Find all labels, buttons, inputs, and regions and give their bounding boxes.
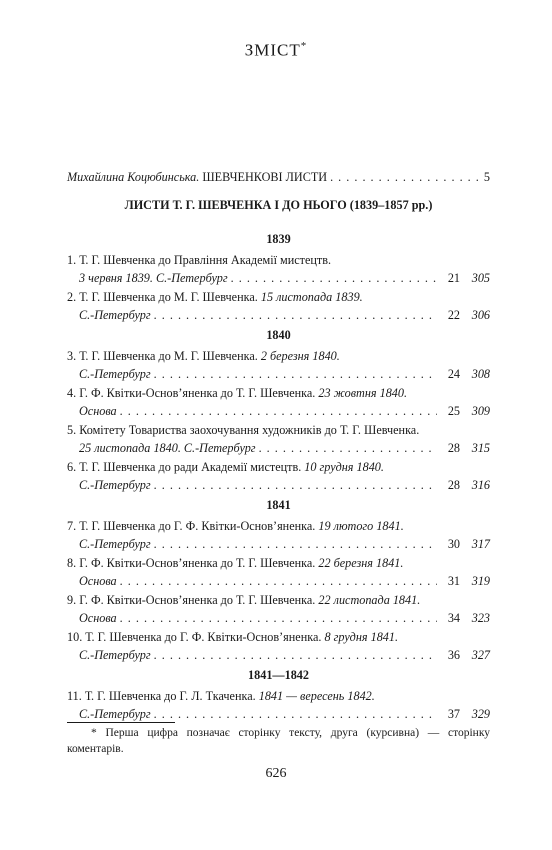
comment-page-number: 317 — [471, 537, 490, 551]
toc-list — [67, 228, 490, 724]
entry-heading — [67, 384, 490, 402]
entry-date: 8 грудня 1841. — [324, 630, 399, 644]
toc-entry[interactable] — [67, 517, 490, 553]
leader-dots — [120, 402, 437, 420]
toc-entry[interactable] — [67, 421, 490, 457]
entry-heading — [67, 347, 490, 365]
leader-dots — [154, 365, 437, 383]
leader-dots — [231, 269, 437, 287]
leader-dots — [120, 609, 437, 627]
toc-entry[interactable] — [67, 288, 490, 324]
footnote: * Перша цифра позначає сторінку тексту, друга (курсивна) — сторінку коментарів. — [67, 727, 490, 755]
entry-date: 19 лютого 1841. — [318, 519, 404, 533]
intro-author: Михайлина Коцюбинська. — [67, 170, 200, 184]
entry-title: 2. Т. Г. Шевченка до М. Г. Шевченка. — [67, 290, 258, 304]
text-page-number: 22 — [447, 308, 460, 322]
toc-entry[interactable] — [67, 628, 490, 664]
entry-heading — [67, 421, 490, 439]
entry-heading — [67, 687, 490, 705]
entry-place: 3 червня 1839. С.-Петербург — [79, 271, 228, 285]
toc-entry[interactable] — [67, 554, 490, 590]
comment-page-number: 319 — [471, 574, 490, 588]
entry-place: С.-Петербург — [79, 478, 151, 492]
toc-entry[interactable] — [67, 384, 490, 420]
entry-title: 5. Комітету Товариства заохочування художників до Т. Г. Шевченка. — [67, 423, 420, 437]
entry-date: 10 грудня 1840. — [304, 460, 384, 474]
leader-dots — [154, 535, 437, 553]
text-page-number: 28 — [447, 441, 460, 455]
year-heading: 1839 — [266, 232, 291, 246]
comment-page-number: 309 — [471, 404, 490, 418]
entry-heading — [67, 517, 490, 535]
leader-dots — [154, 306, 437, 324]
comment-page-number: 329 — [471, 707, 490, 721]
entry-heading — [67, 628, 490, 646]
leader-dots — [330, 168, 481, 186]
comment-page-number: 305 — [471, 271, 490, 285]
year-heading: 1840 — [266, 328, 291, 342]
year-heading: 1841 — [266, 498, 291, 512]
entry-date: 22 листопада 1841. — [318, 593, 421, 607]
toc-entry[interactable] — [67, 687, 490, 723]
text-page-number: 24 — [447, 367, 460, 381]
entry-title: 7. Т. Г. Шевченка до Г. Ф. Квітки-Основ’яненка. — [67, 519, 316, 533]
entry-date: 22 березня 1841. — [318, 556, 404, 570]
entry-place: С.-Петербург — [79, 707, 151, 721]
entry-title: 3. Т. Г. Шевченка до М. Г. Шевченка. — [67, 349, 258, 363]
entry-heading — [67, 288, 490, 306]
entry-title: 11. Т. Г. Шевченка до Г. Л. Ткаченка. — [67, 689, 256, 703]
text-page-number: 28 — [447, 478, 460, 492]
entry-title: 8. Г. Ф. Квітки-Основ’яненка до Т. Г. Шевченка. — [67, 556, 316, 570]
leader-dots — [154, 705, 437, 723]
leader-dots — [154, 476, 437, 494]
entry-place: С.-Петербург — [79, 537, 151, 551]
entry-place: С.-Петербург — [79, 308, 151, 322]
comment-page-number: 323 — [471, 611, 490, 625]
text-page-number: 21 — [447, 271, 460, 285]
section-title: ЛИСТИ Т. Г. ШЕВЧЕНКА І ДО НЬОГО (1839–1857 рр.) — [124, 198, 433, 212]
entry-date: 23 жовтня 1840. — [318, 386, 408, 400]
entry-title: 6. Т. Г. Шевченка до ради Академії мистецтв. — [67, 460, 302, 474]
title-footnote-mark: * — [300, 40, 308, 52]
toc-entry[interactable] — [67, 251, 490, 287]
entry-place: 25 листопада 1840. С.-Петербург — [79, 441, 256, 455]
entry-place: Основа — [79, 574, 117, 588]
intro-title: ШЕВЧЕНКОВІ ЛИСТИ — [202, 170, 328, 184]
text-page-number: 36 — [447, 648, 460, 662]
comment-page-number: 327 — [471, 648, 490, 662]
entry-heading — [67, 591, 490, 609]
toc-entry[interactable] — [67, 458, 490, 494]
entry-title: 9. Г. Ф. Квітки-Основ’яненка до Т. Г. Шевченка. — [67, 593, 316, 607]
entry-date: 1841 — вересень 1842. — [258, 689, 375, 703]
entry-place: С.-Петербург — [79, 648, 151, 662]
comment-page-number: 316 — [471, 478, 490, 492]
entry-title: 10. Т. Г. Шевченка до Г. Ф. Квітки-Основ’яненка. — [67, 630, 322, 644]
entry-place: Основа — [79, 611, 117, 625]
toc-entry[interactable] — [67, 591, 490, 627]
comment-page-number: 315 — [471, 441, 490, 455]
text-page-number: 25 — [447, 404, 460, 418]
entry-date: 15 листопада 1839. — [260, 290, 363, 304]
entry-heading — [67, 458, 490, 476]
leader-dots — [259, 439, 437, 457]
entry-title: 4. Г. Ф. Квітки-Основ’яненка до Т. Г. Шевченка. — [67, 386, 316, 400]
intro-page: 5 — [483, 170, 490, 184]
text-page-number: 30 — [447, 537, 460, 551]
entry-heading — [67, 251, 490, 269]
entry-title: 1. Т. Г. Шевченка до Правління Академії мистецтв. — [67, 253, 332, 267]
leader-dots — [154, 646, 437, 664]
comment-page-number: 308 — [471, 367, 490, 381]
entry-date: 2 березня 1840. — [260, 349, 340, 363]
intro-entry[interactable] — [67, 168, 490, 186]
entry-place: С.-Петербург — [79, 367, 151, 381]
year-heading: 1841—1842 — [248, 668, 309, 682]
text-page-number: 37 — [447, 707, 460, 721]
leader-dots — [120, 572, 437, 590]
text-page-number: 34 — [447, 611, 460, 625]
entry-heading — [67, 554, 490, 572]
page-number: 626 — [265, 766, 287, 781]
page-title: ЗМІСТ* — [244, 40, 308, 60]
entry-place: Основа — [79, 404, 117, 418]
text-page-number: 31 — [447, 574, 460, 588]
toc-entry[interactable] — [67, 347, 490, 383]
comment-page-number: 306 — [471, 308, 490, 322]
footnote-rule — [67, 722, 175, 723]
